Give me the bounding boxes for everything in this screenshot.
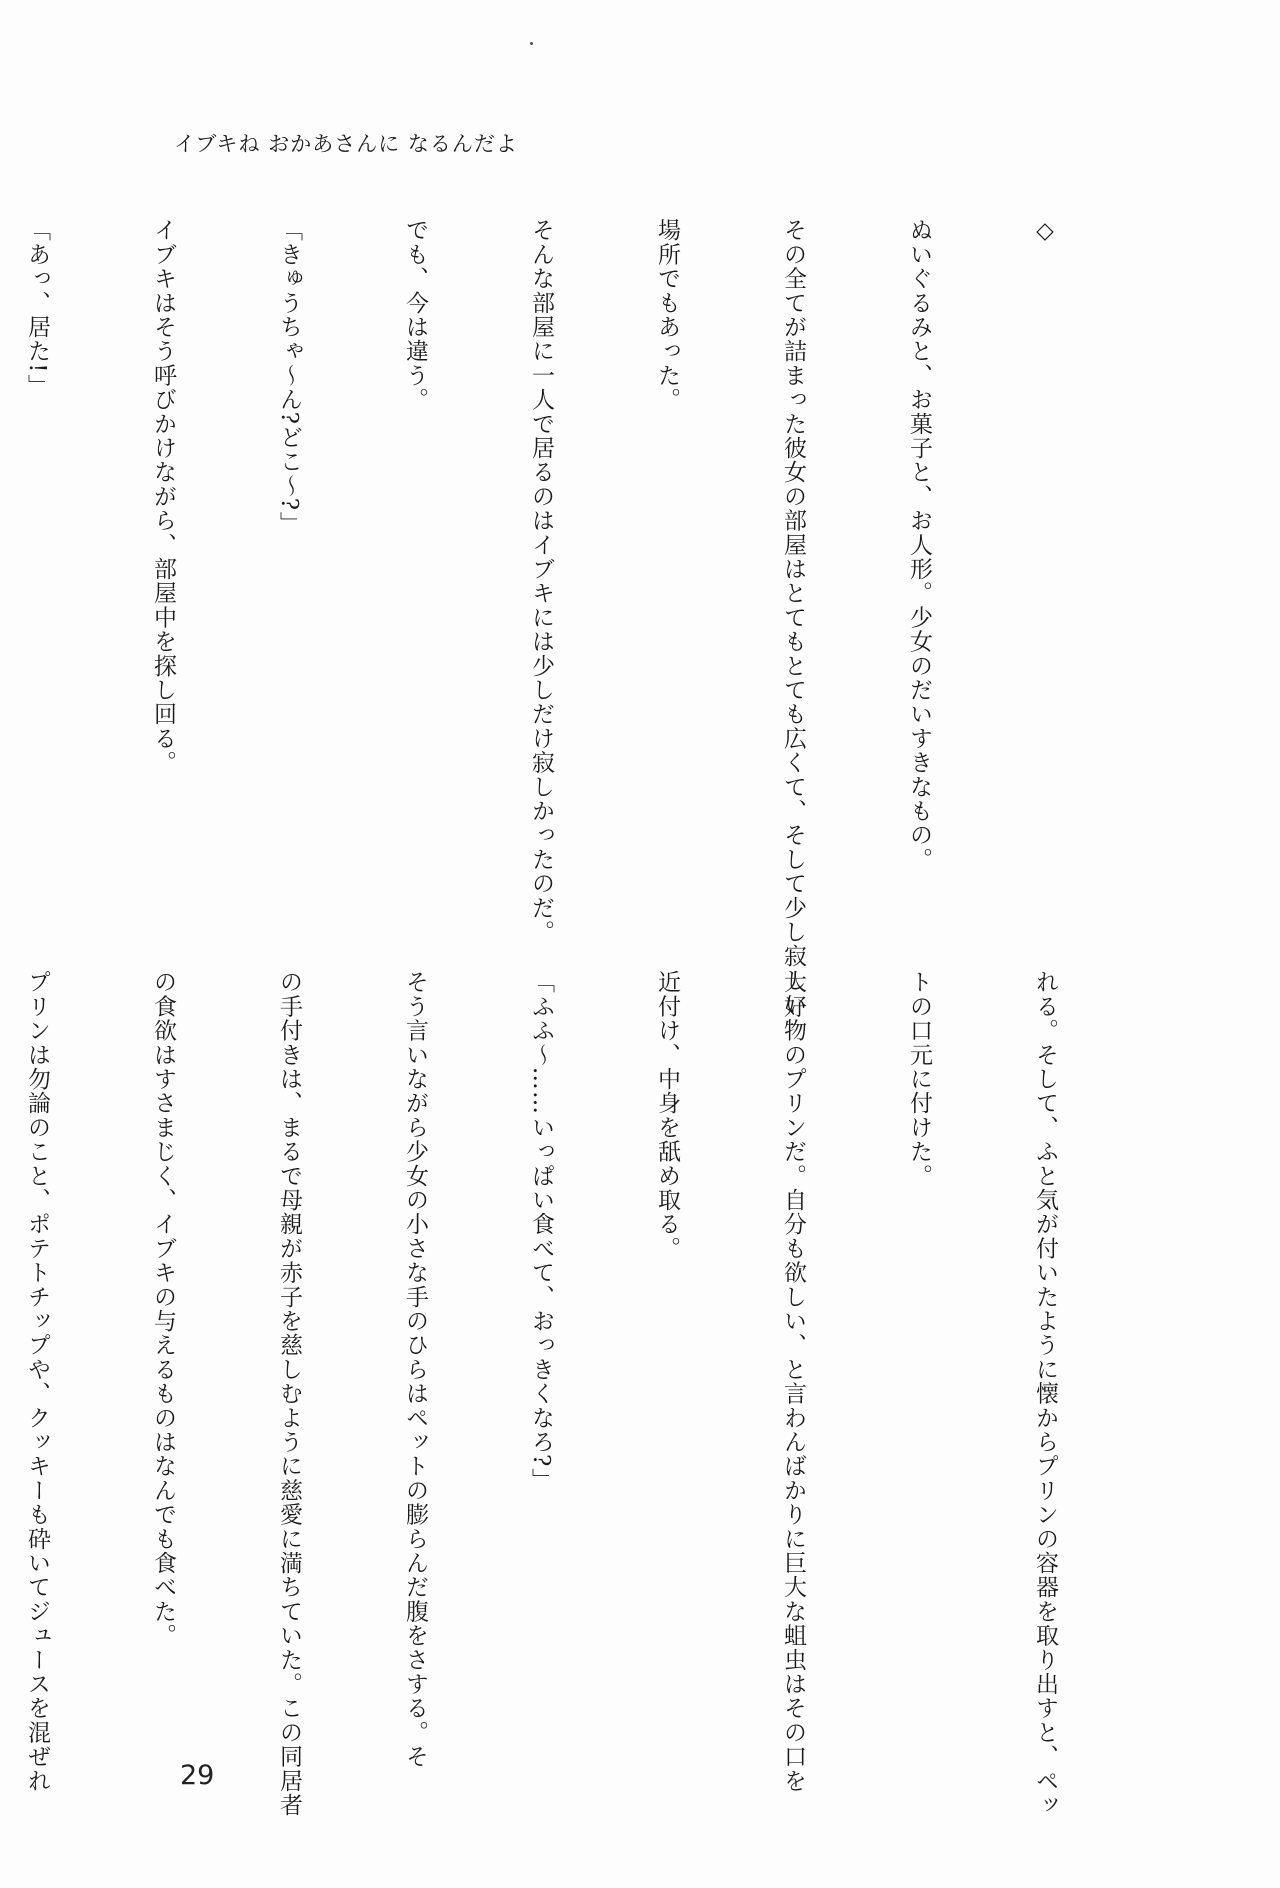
text-column: プリンは勿論のこと、ポテトチップや、クッキーも砕いてジュースを混ぜれ [24,970,50,1793]
text-column: 近付け、中身を舐め取る。 [654,970,680,1261]
text-column: その全てが詰まった彼女の部屋はとてもとても広くて、そして少し寂しい [780,218,806,1017]
text-column: そんな部屋に一人で居るのはイブキには少しだけ寂しかったのだ。 [528,218,554,944]
text-column: ぬいぐるみと、お菓子と、お人形。少女のだいすきなもの。 [906,218,932,872]
text-column: 「ふふ〜……いっぱい食べて、おっきくなろ?」 [528,970,554,1492]
text-column: ◇ [1032,218,1058,246]
page-number: 29 [180,1760,215,1791]
text-column: トの口元に付けた。 [906,970,932,1188]
text-column: 場所でもあった。 [654,218,680,412]
text-column: そう言いながら少女の小さな手のひらはペットの膨らんだ腹をさする。そ [402,970,428,1769]
text-column: 「きゅうちゃ〜ん?どこ〜?」 [276,218,302,536]
text-column: 大好物のプリンだ。自分も欲しい、と言わんばかりに巨大な蛆虫はその口を [780,970,806,1793]
dust-speck [530,42,533,45]
text-block-top [0,218,1150,1017]
text-column: れる。そして、ふと気が付いたように懐からプリンの容器を取り出すと、ペッ [1032,970,1058,1817]
text-column: 「あっ、居た!」 [24,218,50,398]
text-column: の食欲はすさまじく、イブキの与えるものはなんでも食べた。 [150,970,176,1648]
text-column: でも、今は違う。 [402,218,428,412]
running-header: イブキね おかあさんに なるんだよ [174,132,518,156]
text-column: の手付きは、まるで母親が赤子を慈しむように慈愛に満ちていた。この同居者 [276,970,302,1817]
text-column: イブキはそう呼びかけながら、部屋中を探し回る。 [150,218,176,775]
